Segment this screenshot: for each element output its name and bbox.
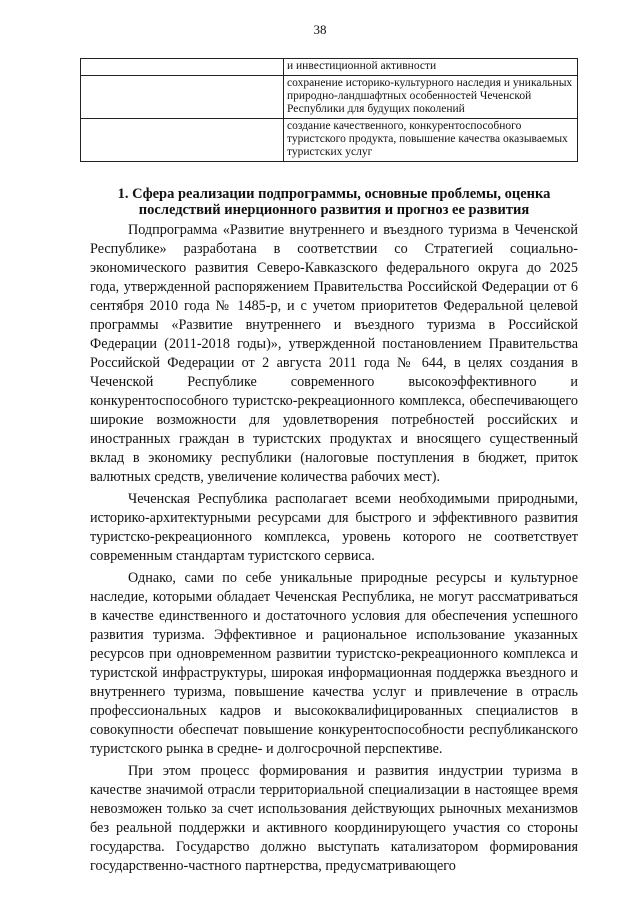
table-cell-right: создание качественного, конкурентоспособного туристского продукта, повышение качества оказываемых туристских услуг — [284, 119, 578, 162]
paragraph: При этом процесс формирования и развития индустрии туризма в качестве значимой отрасли территориальной специализации в настоящее время невозможен только за счет использования действующих рыночных механизмов без реальной поддержки и активного координирующего участия со стороны государства. Государство должно выступать катализатором формирования государственно-частного партнерства, предусматривающего — [90, 763, 578, 874]
paragraph: Чеченская Республика располагает всеми необходимыми природными, историко-архитектурными ресурсами для быстрого и эффективного развития туристско-рекреационного комплекса, уровень которого не соответствует современным стандартам туристского сервиса. — [90, 491, 578, 564]
table-cell-right: и инвестиционной активности — [284, 59, 578, 76]
table-cell-left — [81, 59, 284, 76]
table-cell-left — [81, 119, 284, 162]
paragraph: Подпрограмма «Развитие внутреннего и въездного туризма в Чеченской Республике» разработана в соответствии со Стратегией социально-экономического развития Северо-Кавказского федерального округа до 2025 года, утвержденной распоряжением Правительства Российской Федерации от 6 сентября 2010 года № 1485-р, и с учетом приоритетов Федеральной целевой программы «Развитие внутреннего и въездного туризма в Российской Федерации (2011-2018 годы)», утвержденной постановлением Правительства Российской Федерации от 2 августа 2011 года № 644, в целях создания в Чеченской Республике современного высокоэффективного и конкурентоспособного туристско-рекреационного комплекса, обеспечивающего широкие возможности для удовлетворения потребностей российских и иностранных граждан в туристских продуктах и вносящего существенный вклад в экономику республики (налоговые поступления в бюджет, приток валютных средств, увеличение количества рабочих мест). — [90, 222, 578, 485]
paragraph: Однако, сами по себе уникальные природные ресурсы и культурное наследие, которыми обладает Чеченская Республика, не могут рассматриваться в качестве единственного и достаточного условия для обеспечения успешного развития туризма. Эффективное и рациональное использование указанных ресурсов при одновременном развитии туристско-рекреационного комплекса и туристской инфраструктуры, широкая информационная поддержка въездного и внутреннего туризма, повышение качества услуг и привлечение в отрасль профессиональных кадров и высококвалифицированных специалистов в совокупности обеспечат повышение конкурентоспособности республиканского туристского рынка в средне- и долгосрочной перспективе. — [90, 570, 578, 757]
continuation-table — [80, 58, 578, 162]
table-cell-right: сохранение историко-культурного наследия и уникальных природно-ландшафтных особенностей Чеченской Республики для будущих поколений — [284, 76, 578, 119]
section-body — [90, 221, 578, 879]
table-row — [81, 59, 578, 76]
table-row — [81, 119, 578, 162]
table-row — [81, 76, 578, 119]
table-cell-left — [81, 76, 284, 119]
page-number: 38 — [313, 22, 327, 37]
section-heading: 1. Сфера реализации подпрограммы, основные проблемы, оценка последствий инерционного развития и прогноз ее развития — [117, 186, 551, 218]
